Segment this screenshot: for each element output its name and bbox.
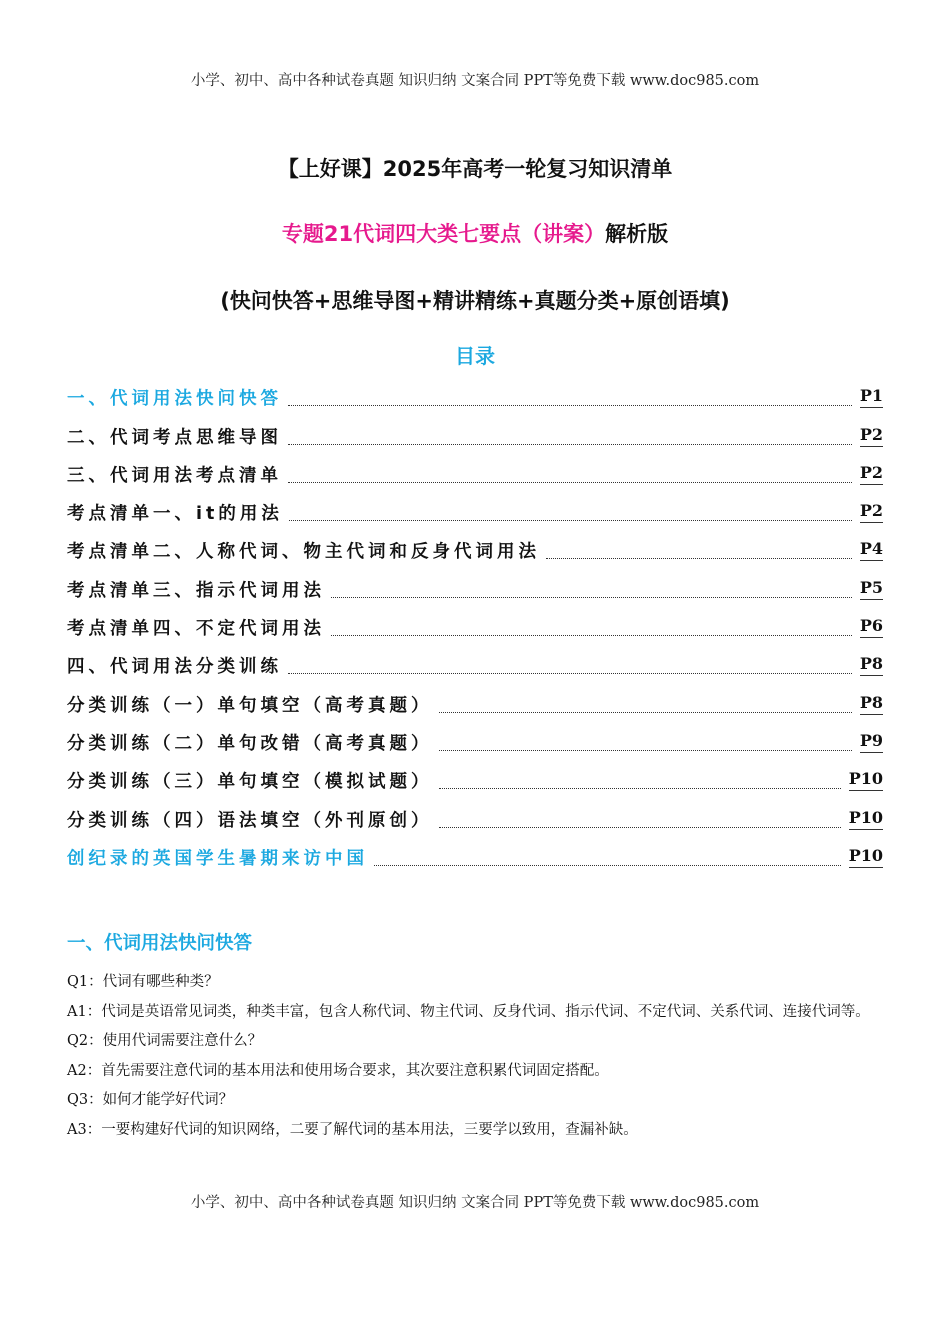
answer-3: A3：一要构建好代词的知识网络，二要了解代词的基本用法，三要学以致用，查漏补缺。 [67,1121,638,1138]
doc-title: 【上好课】2025年高考一轮复习知识清单 [277,157,673,181]
toc-entry-page: P5 [860,579,883,600]
toc-entry-page: P2 [860,426,883,447]
toc-entry[interactable] [67,489,883,527]
toc-entry-page: P10 [849,809,883,830]
doc-subtitle [0,218,950,248]
toc-leader [331,635,852,636]
toc-leader [374,865,841,866]
toc-entry-label: 四、代词用法分类训练 [67,657,282,678]
toc-entry[interactable] [67,680,883,718]
toc-entry-page: P1 [860,387,883,408]
toc-entry-page: P6 [860,617,883,638]
toc-leader [288,673,852,674]
toc-leader [439,827,841,828]
toc-entry-page: P8 [860,655,883,676]
page-footer: 小学、初中、高中各种试卷真题 知识归纳 文案合同 PPT等免费下载 www.doc985.com [190,1195,760,1211]
toc-entry-label: 分类训练（三）单句填空（模拟试题） [67,772,433,793]
toc-entry-label: 分类训练（二）单句改错（高考真题） [67,733,433,754]
toc-entry-page: P2 [860,464,883,485]
toc-entry[interactable] [67,642,883,680]
page-header: 小学、初中、高中各种试卷真题 知识归纳 文案合同 PPT等免费下载 www.doc985.com [190,73,760,89]
toc-leader [288,405,852,406]
doc-contents-summary: (快问快答+思维导图+精讲精练+真题分类+原创语填) [220,289,730,313]
toc-entry-label: 考点清单四、不定代词用法 [67,619,325,640]
toc-entry[interactable] [67,527,883,565]
toc-leader [288,482,852,483]
toc-entry[interactable] [67,374,883,412]
qa-block [67,968,897,1145]
toc-entry-label: 考点清单三、指示代词用法 [67,580,325,601]
toc-leader [439,712,852,713]
toc-entry-label: 分类训练（四）语法填空（外刊原创） [67,810,433,831]
toc-entry-page: P9 [860,732,883,753]
answer-1: A1：代词是英语常见词类，种类丰富，包含人称代词、物主代词、反身代词、指示代词、不定代词、关系代词、连接代词等。 [67,1003,870,1020]
toc-entry-label: 分类训练（一）单句填空（高考真题） [67,695,433,716]
toc-entry-page: P8 [860,694,883,715]
toc-leader [331,597,852,598]
toc-entry[interactable] [67,795,883,833]
question-3: Q3：如何才能学好代词？ [67,1092,234,1108]
toc-leader [439,750,852,751]
subtitle-version: 解析版 [605,222,669,246]
toc-entry[interactable] [67,565,883,603]
toc-entry-page: P2 [860,502,883,523]
answer-2: A2：首先需要注意代词的基本用法和使用场合要求，其次要注意积累代词固定搭配。 [67,1062,609,1079]
toc-entry-label: 三、代词用法考点清单 [67,465,282,486]
toc-heading: 目录 [455,344,495,368]
toc-entry[interactable] [67,412,883,450]
toc-entry-page: P10 [849,847,883,868]
toc-entry[interactable] [67,719,883,757]
toc-leader [546,558,852,559]
toc-entry-label: 一、代词用法快问快答 [67,389,282,410]
toc-entry[interactable] [67,451,883,489]
toc-entry[interactable] [67,604,883,642]
question-2: Q2：使用代词需要注意什么？ [67,1033,263,1049]
toc-leader [288,444,852,445]
subtitle-topic: 专题21代词四大类七要点（讲案） [281,222,606,246]
table-of-contents [67,374,883,872]
toc-entry-page: P10 [849,770,883,791]
toc-entry-label: 考点清单二、人称代词、物主代词和反身代词用法 [67,542,540,563]
toc-leader [439,788,841,789]
toc-entry-label: 考点清单一、it的用法 [67,504,283,525]
toc-entry-label: 二、代词考点思维导图 [67,427,282,448]
toc-entry[interactable] [67,834,883,872]
question-1: Q1：代词有哪些种类？ [67,974,219,990]
toc-leader [289,520,852,521]
toc-entry-label: 创纪录的英国学生暑期来访中国 [67,848,368,869]
section-heading: 一、代词用法快问快答 [67,933,253,954]
toc-entry-page: P4 [860,540,883,561]
toc-entry[interactable] [67,757,883,795]
